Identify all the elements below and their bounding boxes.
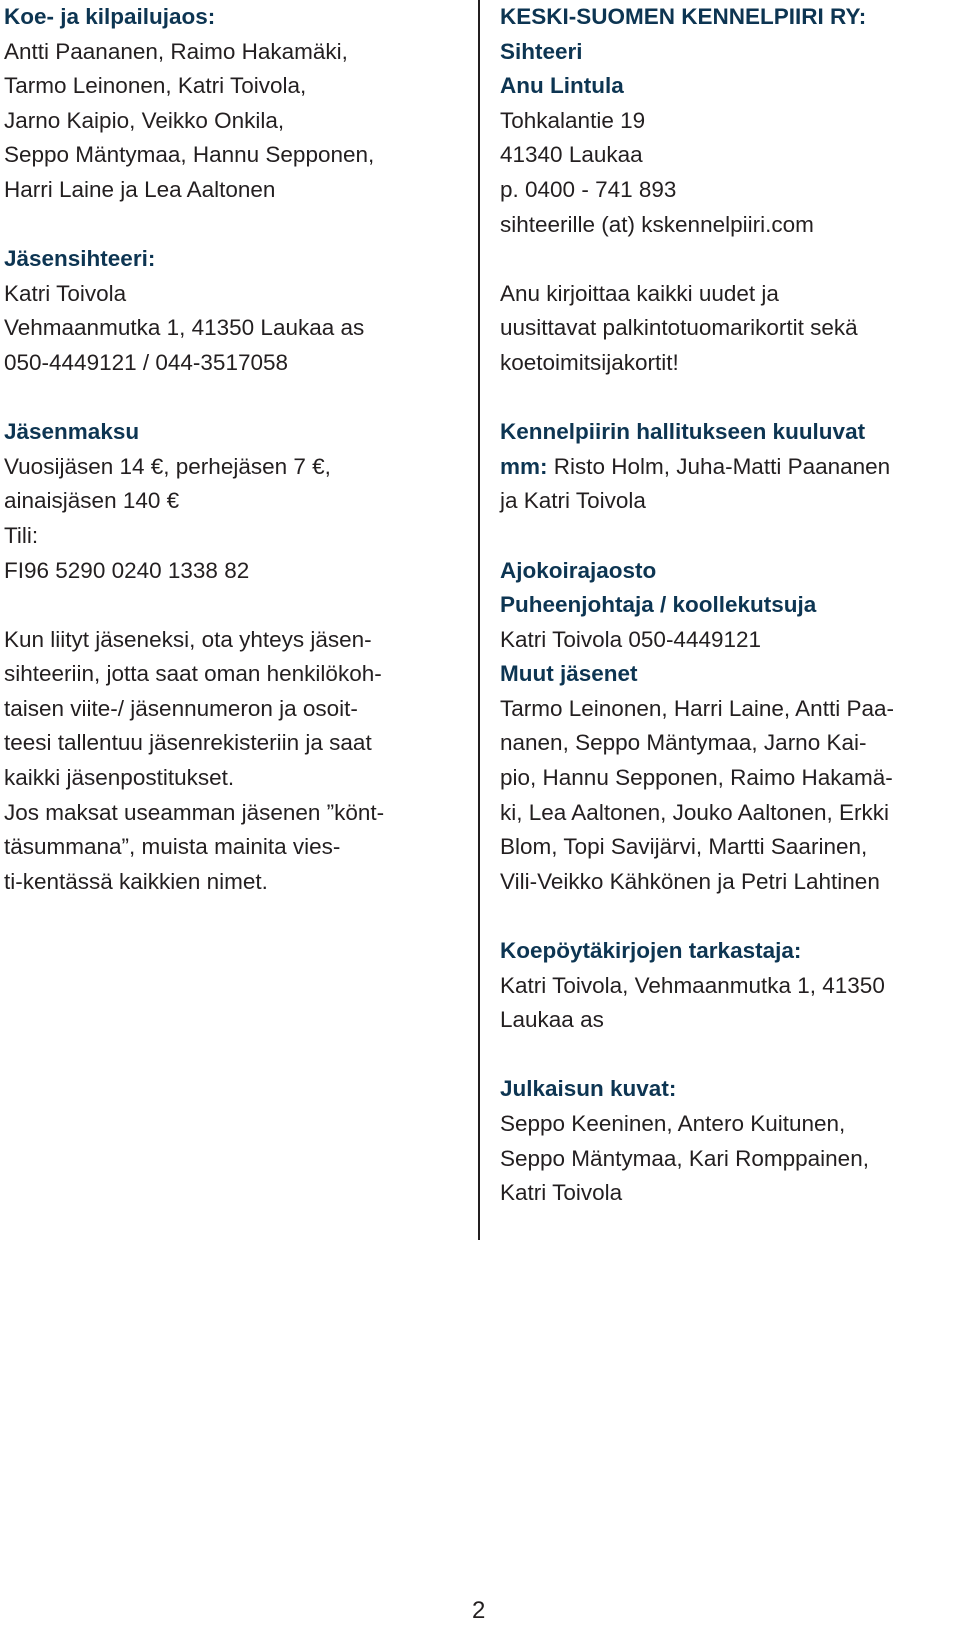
jasensihteeri-line: 050-4449121 / 044-3517058 [4,349,289,375]
column-divider [478,0,480,1240]
info-line: Kun liityt jäseneksi, ota yhteys jäsen- [4,626,372,652]
info-line: täsummana”, muista mainita vies- [4,834,341,860]
hallitus-members: Risto Holm, Juha-Matti Paananen [547,453,891,479]
puheenjohtaja-line: Katri Toivola 050-4449121 [500,626,762,652]
account-number: FI96 5290 0240 1338 82 [4,557,250,583]
muut-jasenet-line: pio, Hannu Sepponen, Raimo Hakamä- [500,765,893,791]
sihteeri-line: Tohkalantie 19 [500,107,646,133]
ajokoirajaosto-heading: Ajokoirajaosto [500,557,657,583]
jasenmaksu-line: ainaisjäsen 140 € [4,488,180,514]
tarkastaja-line: Laukaa as [500,1007,604,1033]
sihteeri-line: 41340 Laukaa [500,142,643,168]
hallitus-heading: Kennelpiirin hallitukseen kuuluvat [500,419,866,445]
jasenmaksu-section [4,415,444,588]
spacer [4,588,444,623]
right-column [500,0,955,1211]
tarkastaja-section [500,934,955,1038]
kilpailujaos-line: Seppo Mäntymaa, Hannu Sepponen, [4,142,375,168]
kuvat-line: Seppo Keeninen, Antero Kuitunen, [500,1111,846,1136]
spacer [500,381,955,416]
muut-jasenet-line: Tarmo Leinonen, Harri Laine, Antti Paa- [500,695,894,721]
kuvat-section [500,1072,955,1210]
info-line: kaikki jäsenpostitukset. [4,765,235,791]
spacer [500,899,955,934]
muut-jasenet-line: Blom, Topi Savijärvi, Martti Saarinen, [500,834,868,860]
jasensihteeri-section [4,242,444,380]
muut-jasenet-line: ki, Lea Aaltonen, Jouko Aaltonen, Erkki [500,799,890,825]
kilpailujaos-line: Jarno Kaipio, Veikko Onkila, [4,107,285,133]
info-line: teesi tallentuu jäsenrekisteriin ja saat [4,730,372,756]
kennelpiiri-section [500,0,955,242]
puheenjohtaja-heading: Puheenjohtaja / koollekutsuja [500,592,817,618]
anu-note-section [500,277,955,381]
info-line: Jos maksat useamman jäsenen ”könt- [4,799,385,825]
anu-note-line: uusittavat palkintotuomarikortit sekä [500,315,858,341]
sihteeri-phone: p. 0400 - 741 893 [500,176,677,202]
jasenmaksu-line: Tili: [4,522,39,548]
spacer [500,519,955,554]
tarkastaja-line: Katri Toivola, Vehmaanmutka 1, 41350 [500,972,885,998]
hallitus-mm-label: mm: [500,453,548,479]
kuvat-line: Seppo Mäntymaa, Kari Romppainen, [500,1145,869,1171]
spacer [4,381,444,416]
sihteeri-name: Anu Lintula [500,73,624,99]
sihteeri-email: sihteerille (at) kskennelpiiri.com [500,211,814,237]
kilpailujaos-line: Harri Laine ja Lea Aaltonen [4,176,276,202]
membership-info-section [4,623,444,900]
muut-jasenet-line: Vili-Veikko Kähkönen ja Petri Lahtinen [500,868,880,894]
kilpailujaos-line: Antti Paananen, Raimo Hakamäki, [4,38,348,64]
kennelpiiri-heading: KESKI-SUOMEN KENNELPIIRI RY: [500,4,867,29]
info-line: taisen viite-/ jäsennumeron ja osoit- [4,695,358,721]
left-column [4,0,444,899]
ajokoirajaosto-section [500,554,955,900]
hallitus-section [500,415,955,519]
spacer [500,242,955,277]
kuvat-line: Katri Toivola [500,1180,623,1206]
kuvat-heading: Julkaisun kuvat: [500,1076,677,1102]
hallitus-line [500,450,955,485]
kilpailujaos-section [4,0,444,208]
anu-note-line: Anu kirjoittaa kaikki uudet ja [500,280,779,306]
kilpailujaos-heading: Koe- ja kilpailujaos: [4,4,216,29]
spacer [4,208,444,243]
info-line: sihteeriin, jotta saat oman henkilökoh- [4,661,382,687]
sihteeri-role: Sihteeri [500,38,583,64]
spacer [500,1038,955,1073]
jasenmaksu-heading: Jäsenmaksu [4,419,140,445]
muut-jasenet-heading: Muut jäsenet [500,661,638,687]
page-number: 2 [472,1597,486,1624]
jasensihteeri-line: Katri Toivola [4,280,127,306]
jasenmaksu-line: Vuosijäsen 14 €, perhejäsen 7 €, [4,453,331,479]
jasensihteeri-line: Vehmaanmutka 1, 41350 Laukaa as [4,315,365,341]
hallitus-line: ja Katri Toivola [500,488,646,514]
info-line: ti-kentässä kaikkien nimet. [4,868,268,894]
muut-jasenet-line: nanen, Seppo Mäntymaa, Jarno Kai- [500,730,867,756]
tarkastaja-heading: Koepöytäkirjojen tarkastaja: [500,938,802,964]
kilpailujaos-line: Tarmo Leinonen, Katri Toivola, [4,73,307,99]
jasensihteeri-heading: Jäsensihteeri: [4,246,156,272]
anu-note-line: koetoimitsijakortit! [500,349,679,375]
